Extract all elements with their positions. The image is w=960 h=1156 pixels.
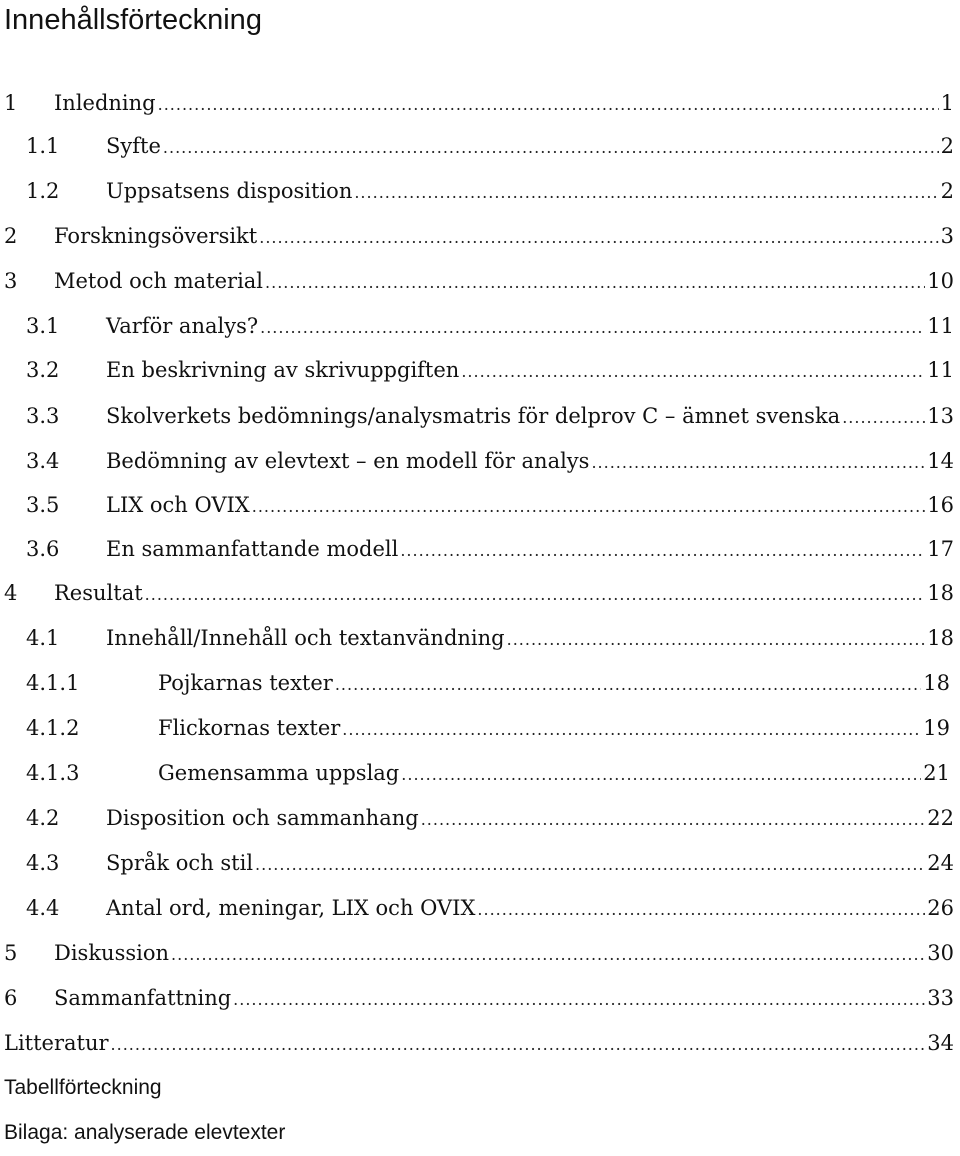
toc-leader-dots bbox=[252, 492, 926, 522]
toc-entry-page: 33 bbox=[927, 986, 954, 1010]
toc-entry-page: 2 bbox=[940, 179, 954, 203]
toc-entry-page: 26 bbox=[927, 896, 954, 920]
toc-entry[interactable] bbox=[26, 176, 954, 206]
toc-entry-page: 11 bbox=[927, 314, 954, 338]
toc-entry-page: 13 bbox=[927, 404, 954, 428]
toc-entry[interactable] bbox=[26, 803, 954, 833]
page-title: Innehållsförteckning bbox=[4, 4, 262, 36]
toc-leader-dots bbox=[401, 760, 921, 790]
toc-leader-dots bbox=[111, 1030, 926, 1060]
toc-entry-number: 3.1 bbox=[26, 314, 60, 338]
toc-entry-title: Flickornas texter bbox=[158, 716, 341, 740]
toc-entry[interactable] bbox=[4, 1073, 954, 1103]
toc-leader-dots bbox=[171, 940, 925, 970]
toc-entry[interactable] bbox=[4, 221, 954, 251]
toc-leader-dots bbox=[335, 670, 921, 700]
toc-entry[interactable] bbox=[4, 983, 954, 1013]
toc-entry-page: 16 bbox=[927, 493, 954, 517]
toc-entry-title: LIX och OVIX bbox=[106, 493, 250, 517]
toc-entry[interactable] bbox=[4, 88, 954, 118]
toc-leader-dots bbox=[163, 133, 939, 163]
toc-leader-dots bbox=[591, 448, 925, 478]
toc-entry[interactable] bbox=[26, 623, 954, 653]
toc-entry-title: Syfte bbox=[106, 134, 161, 158]
toc-entry-page: 34 bbox=[927, 1031, 954, 1055]
toc-entry-title: Disposition och sammanhang bbox=[106, 806, 419, 830]
toc-entry-number: 3.3 bbox=[26, 404, 60, 428]
toc-entry-title: Språk och stil bbox=[106, 851, 254, 875]
toc-leader-dots bbox=[507, 625, 926, 655]
toc-entry-title: Litteratur bbox=[4, 1031, 109, 1055]
toc-entry-page: 1 bbox=[940, 91, 954, 115]
toc-entry-number: 4.1.1 bbox=[26, 671, 80, 695]
toc-entry-number: 2 bbox=[4, 224, 18, 248]
toc-entry-title: Tabellförteckning bbox=[4, 1076, 162, 1099]
toc-entry-page: 30 bbox=[927, 941, 954, 965]
toc-entry-page: 21 bbox=[923, 761, 950, 785]
toc-entry-title: Gemensamma uppslag bbox=[158, 761, 400, 785]
toc-entry-page: 10 bbox=[927, 269, 954, 293]
toc-entry-page: 18 bbox=[927, 581, 954, 605]
toc-entry-number: 4.1.2 bbox=[26, 716, 80, 740]
toc-entry-number: 3.4 bbox=[26, 449, 60, 473]
toc-entry-title: Pojkarnas texter bbox=[158, 671, 333, 695]
toc-leader-dots bbox=[259, 223, 938, 253]
toc-entry-title: En sammanfattande modell bbox=[106, 537, 399, 561]
toc-leader-dots bbox=[342, 715, 921, 745]
toc-entry[interactable] bbox=[4, 578, 954, 608]
toc-entry-title: Skolverkets bedömnings/analysmatris för delprov C – ämnet svenska bbox=[106, 404, 841, 428]
toc-entry[interactable] bbox=[26, 713, 950, 743]
toc-entry-title: Bilaga: analyserade elevtexter bbox=[4, 1121, 286, 1144]
toc-entry-number: 3.2 bbox=[26, 358, 60, 382]
toc-entry-title: Metod och material bbox=[54, 269, 264, 293]
toc-entry[interactable] bbox=[26, 355, 954, 385]
toc-entry-number: 3.5 bbox=[26, 493, 60, 517]
toc-entry-page: 2 bbox=[940, 134, 954, 158]
toc-entry-page: 3 bbox=[940, 224, 954, 248]
toc-entry-page: 18 bbox=[927, 626, 954, 650]
toc-entry[interactable] bbox=[26, 131, 954, 161]
toc-leader-dots bbox=[421, 805, 926, 835]
toc-entry-title: Resultat bbox=[54, 581, 143, 605]
toc-entry-page: 22 bbox=[927, 806, 954, 830]
toc-entry[interactable] bbox=[4, 938, 954, 968]
toc-entry-number: 3.6 bbox=[26, 537, 60, 561]
toc-entry[interactable] bbox=[26, 848, 954, 878]
toc-entry-number: 4.2 bbox=[26, 806, 60, 830]
toc-entry-number: 1 bbox=[4, 91, 18, 115]
toc-entry[interactable] bbox=[26, 668, 950, 698]
toc-entry-number: 1.2 bbox=[26, 179, 60, 203]
toc-entry-page: 11 bbox=[927, 358, 954, 382]
toc-entry-title: Sammanfattning bbox=[54, 986, 232, 1010]
toc-entry[interactable] bbox=[26, 490, 954, 520]
toc-leader-dots bbox=[461, 357, 925, 387]
toc-entry-number: 6 bbox=[4, 986, 18, 1010]
toc-entry-title: Innehåll/Innehåll och textanvändning bbox=[106, 626, 505, 650]
toc-entry-number: 1.1 bbox=[26, 134, 60, 158]
toc-leader-dots bbox=[477, 895, 925, 925]
toc-entry-number: 4.4 bbox=[26, 896, 60, 920]
toc-entry-page: 24 bbox=[927, 851, 954, 875]
toc-entry-title: Diskussion bbox=[54, 941, 170, 965]
toc-leader-dots bbox=[255, 850, 925, 880]
toc-entry-page: 18 bbox=[923, 671, 950, 695]
toc-entry-title: Uppsatsens disposition bbox=[106, 179, 353, 203]
toc-entry-number: 4.1.3 bbox=[26, 761, 80, 785]
toc-leader-dots bbox=[354, 178, 938, 208]
toc-entry-number: 5 bbox=[4, 941, 18, 965]
toc-entry-title: Forskningsöversikt bbox=[54, 224, 258, 248]
toc-entry-title: En beskrivning av skrivuppgiften bbox=[106, 358, 460, 382]
toc-entry-title: Antal ord, meningar, LIX och OVIX bbox=[106, 896, 476, 920]
toc-entry-title: Inledning bbox=[54, 91, 156, 115]
toc-leader-dots bbox=[265, 268, 925, 298]
toc-leader-dots bbox=[158, 90, 939, 120]
toc-entry-title: Varför analys? bbox=[106, 314, 259, 338]
toc-entry-page: 17 bbox=[927, 537, 954, 561]
toc-entry-page: 19 bbox=[923, 716, 950, 740]
toc-entry[interactable] bbox=[26, 758, 950, 788]
toc-entry[interactable] bbox=[26, 893, 954, 923]
toc-entry[interactable] bbox=[4, 266, 954, 296]
toc-entry[interactable] bbox=[26, 534, 954, 564]
toc-leader-dots bbox=[260, 313, 925, 343]
toc-entry[interactable] bbox=[26, 401, 954, 431]
toc-leader-dots bbox=[400, 536, 925, 566]
toc-entry-number: 3 bbox=[4, 269, 18, 293]
toc-leader-dots bbox=[233, 985, 925, 1015]
toc-entry-page: 14 bbox=[927, 449, 954, 473]
toc-entry-number: 4.1 bbox=[26, 626, 60, 650]
toc-leader-dots bbox=[842, 403, 925, 433]
toc-entry-title: Bedömning av elevtext – en modell för analys bbox=[106, 449, 590, 473]
toc-entry[interactable] bbox=[4, 1028, 954, 1058]
toc-entry[interactable] bbox=[26, 311, 954, 341]
toc-entry[interactable] bbox=[4, 1118, 954, 1148]
toc-entry-number: 4 bbox=[4, 581, 18, 605]
toc-entry[interactable] bbox=[26, 446, 954, 476]
toc-entry-number: 4.3 bbox=[26, 851, 60, 875]
toc-leader-dots bbox=[145, 580, 926, 610]
